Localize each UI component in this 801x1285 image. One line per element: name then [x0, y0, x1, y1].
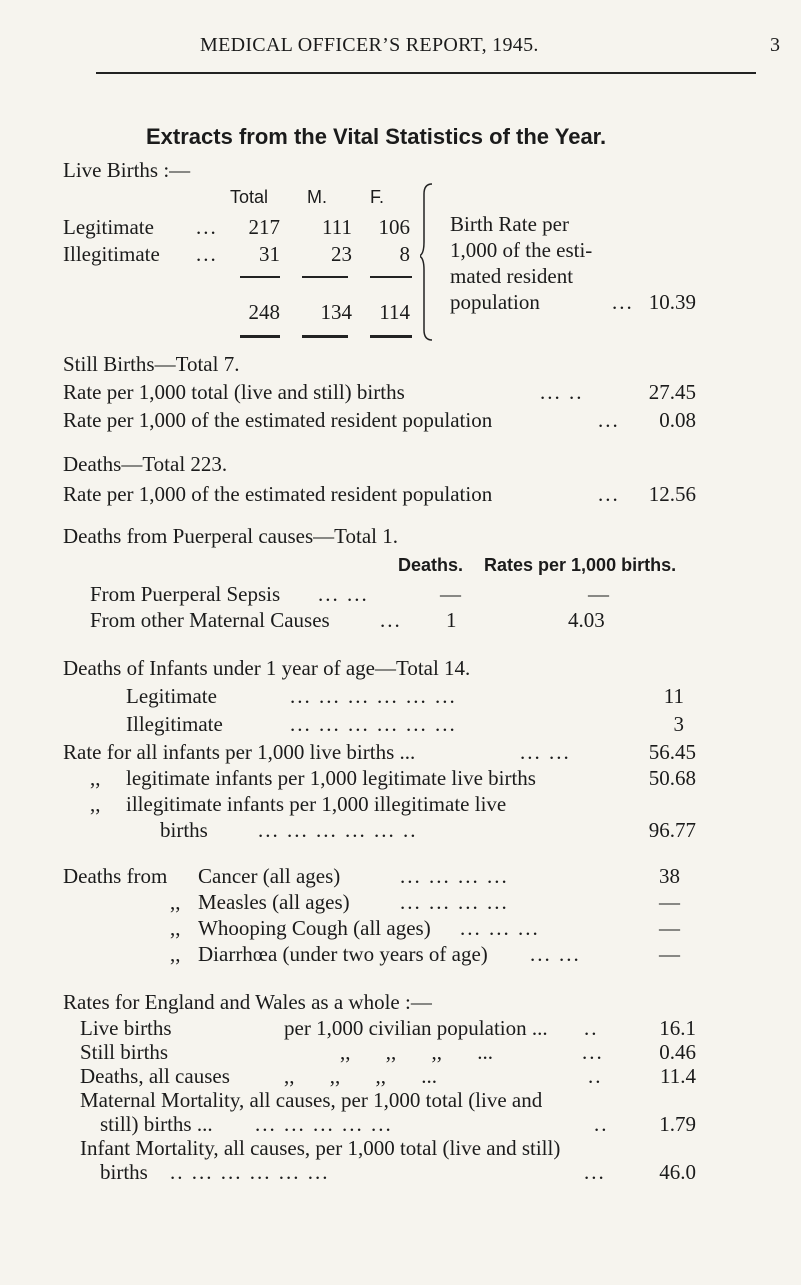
puerperal-row-2-dots: ... — [380, 608, 402, 632]
infant-rate-3-dots: ... ... ... ... ... .. — [258, 818, 418, 842]
infants-label: Deaths of Infants under 1 year of age—Total 14. — [63, 656, 471, 680]
legit-f: 106 — [378, 215, 410, 239]
birth-rate-line-2: 1,000 of the esti- — [450, 238, 593, 262]
puerperal-row-1-deaths: — — [440, 582, 461, 606]
infants-legit-value: 11 — [663, 684, 684, 708]
infants-illegit-label: Illegitimate — [126, 712, 223, 736]
total-rule — [302, 335, 348, 338]
row-illegitimate-label: Illegitimate — [63, 242, 160, 266]
col-f-header: F. — [369, 187, 384, 207]
ew-live-mid: per 1,000 civilian population ... — [284, 1016, 548, 1040]
puerperal-row-1-label: From Puerperal Sepsis — [90, 582, 281, 606]
cause-measles-prefix: ,, — [170, 890, 181, 914]
cause-diarrhoea-prefix: ,, — [170, 942, 181, 966]
ew-maternal-cont-dots: .. — [594, 1112, 609, 1136]
cause-cancer-text: Cancer (all ages) — [198, 864, 341, 888]
ew-maternal-value: 1.79 — [659, 1112, 696, 1136]
infants-illegit-dots: ... ... ... ... ... ... — [290, 712, 457, 736]
ew-maternal-cont-mid: ... ... ... ... ... — [255, 1112, 393, 1136]
infant-rate-2-prefix: ,, — [90, 766, 101, 790]
ew-infant-value: 46.0 — [659, 1160, 696, 1184]
birth-rate-line-3: mated resident — [450, 264, 574, 288]
page-number: 3 — [770, 34, 781, 56]
total-total: 248 — [248, 300, 280, 324]
birth-rate-line-4: population — [450, 290, 540, 314]
still-rate-1-value: 27.45 — [648, 380, 696, 404]
ew-maternal-text: Maternal Mortality, all causes, per 1,000 total (live and — [80, 1088, 543, 1112]
ew-infant-cont-dots: ... — [584, 1160, 606, 1184]
ew-still-dots: ... — [582, 1040, 604, 1064]
header-rule — [96, 72, 756, 74]
ew-infant-text: Infant Mortality, all causes, per 1,000 total (live and still) — [80, 1136, 561, 1160]
still-births-label: Still Births—Total 7. — [63, 352, 240, 376]
row-legitimate-dots: ... — [196, 215, 218, 239]
ew-maternal-cont-text: still) births ... — [100, 1112, 213, 1136]
puerperal-row-2-label: From other Maternal Causes — [90, 608, 330, 632]
infant-rate-3-prefix: ,, — [90, 792, 101, 816]
ew-deaths-text: Deaths, all causes — [80, 1064, 230, 1088]
ew-live-text: Live births — [80, 1016, 172, 1040]
deaths-rate-value: 12.56 — [648, 482, 696, 506]
england-label: Rates for England and Wales as a whole :— — [63, 990, 432, 1014]
infant-rate-1-text: Rate for all infants per 1,000 live births ... — [63, 740, 416, 764]
infants-illegit-value: 3 — [673, 712, 684, 736]
causes-label: Deaths from — [63, 864, 168, 888]
puerperal-col-deaths: Deaths. — [398, 555, 464, 575]
still-rate-2-text: Rate per 1,000 of the estimated resident population — [63, 408, 493, 432]
legit-m: 111 — [322, 215, 352, 239]
cause-measles-value: — — [659, 890, 680, 914]
cause-whooping-text: Whooping Cough (all ages) — [198, 916, 431, 940]
birth-rate-dots: ... — [612, 290, 634, 314]
still-rate-1-text: Rate per 1,000 total (live and still) births — [63, 380, 405, 404]
ew-deaths-mid: ,, ,, ,, ... — [284, 1064, 437, 1088]
col-m-header: M. — [307, 187, 327, 207]
live-births-label: Live Births :— — [63, 158, 191, 182]
infant-rate-1-dots: ... ... — [520, 740, 571, 764]
running-header: MEDICAL OFFICER’S REPORT, 1945. — [200, 34, 539, 56]
cause-diarrhoea-dots: ... ... — [530, 942, 581, 966]
total-m: 134 — [320, 300, 352, 324]
deaths-rate-text: Rate per 1,000 of the estimated resident population — [63, 482, 493, 506]
infants-legit-label: Legitimate — [126, 684, 217, 708]
ew-deaths-dots: .. — [588, 1064, 603, 1088]
birth-rate-line-1: Birth Rate per — [450, 212, 569, 236]
ew-still-mid: ,, ,, ,, ... — [340, 1040, 493, 1064]
cause-diarrhoea-value: — — [659, 942, 680, 966]
infant-rate-1-value: 56.45 — [648, 740, 696, 764]
ew-still-value: 0.46 — [659, 1040, 696, 1064]
cause-diarrhoea-text: Diarrhœa (under two years of age) — [198, 942, 488, 966]
cause-cancer-value: 38 — [659, 864, 680, 888]
deaths-rate-dots: ... — [598, 482, 620, 506]
cause-cancer-dots: ... ... ... ... — [400, 864, 509, 888]
cause-whooping-prefix: ,, — [170, 916, 181, 940]
brace-icon — [420, 182, 440, 342]
puerperal-label: Deaths from Puerperal causes—Total 1. — [63, 524, 399, 548]
total-f: 114 — [379, 300, 410, 324]
row-legitimate-label: Legitimate — [63, 215, 154, 239]
infant-rate-3-text: illegitimate infants per 1,000 illegitimate live — [126, 792, 507, 816]
still-rate-1-dots: ... .. — [540, 380, 584, 404]
puerperal-col-rates: Rates per 1,000 births. — [484, 555, 677, 575]
ew-live-value: 16.1 — [659, 1016, 696, 1040]
cause-whooping-value: — — [659, 916, 680, 940]
cause-whooping-dots: ... ... ... — [460, 916, 540, 940]
illegit-f: 8 — [399, 242, 410, 266]
cause-measles-text: Measles (all ages) — [198, 890, 350, 914]
legit-total: 217 — [248, 215, 280, 239]
sum-rule — [240, 276, 280, 278]
infants-legit-dots: ... ... ... ... ... ... — [290, 684, 457, 708]
still-rate-2-dots: ... — [598, 408, 620, 432]
total-rule — [240, 335, 280, 338]
sum-rule — [302, 276, 348, 278]
illegit-total: 31 — [259, 242, 280, 266]
puerperal-row-1-rate: — — [588, 582, 609, 606]
ew-deaths-value: 11.4 — [660, 1064, 696, 1088]
row-illegitimate-dots: ... — [196, 242, 218, 266]
infant-rate-3-value: 96.77 — [648, 818, 696, 842]
ew-infant-cont-mid: .. ... ... ... ... ... — [170, 1160, 330, 1184]
birth-rate-value: 10.39 — [648, 290, 696, 314]
cause-measles-dots: ... ... ... ... — [400, 890, 509, 914]
infant-rate-3-continuation: births — [160, 818, 208, 842]
infant-rate-2-value: 50.68 — [648, 766, 696, 790]
ew-infant-cont-text: births — [100, 1160, 148, 1184]
col-total-header: Total — [229, 187, 269, 207]
puerperal-row-2-deaths: 1 — [446, 608, 457, 632]
sum-rule — [370, 276, 412, 278]
deaths-label: Deaths—Total 223. — [63, 452, 228, 476]
infant-rate-2-text: legitimate infants per 1,000 legitimate live births — [126, 766, 536, 790]
total-rule — [370, 335, 412, 338]
ew-still-text: Still births — [80, 1040, 169, 1064]
puerperal-row-1-dots: ... ... — [318, 582, 369, 606]
section-title: Extracts from the Vital Statistics of the Year. — [146, 124, 607, 149]
still-rate-2-value: 0.08 — [659, 408, 696, 432]
puerperal-row-2-rate: 4.03 — [568, 608, 605, 632]
illegit-m: 23 — [331, 242, 352, 266]
ew-live-dots: .. — [584, 1016, 599, 1040]
